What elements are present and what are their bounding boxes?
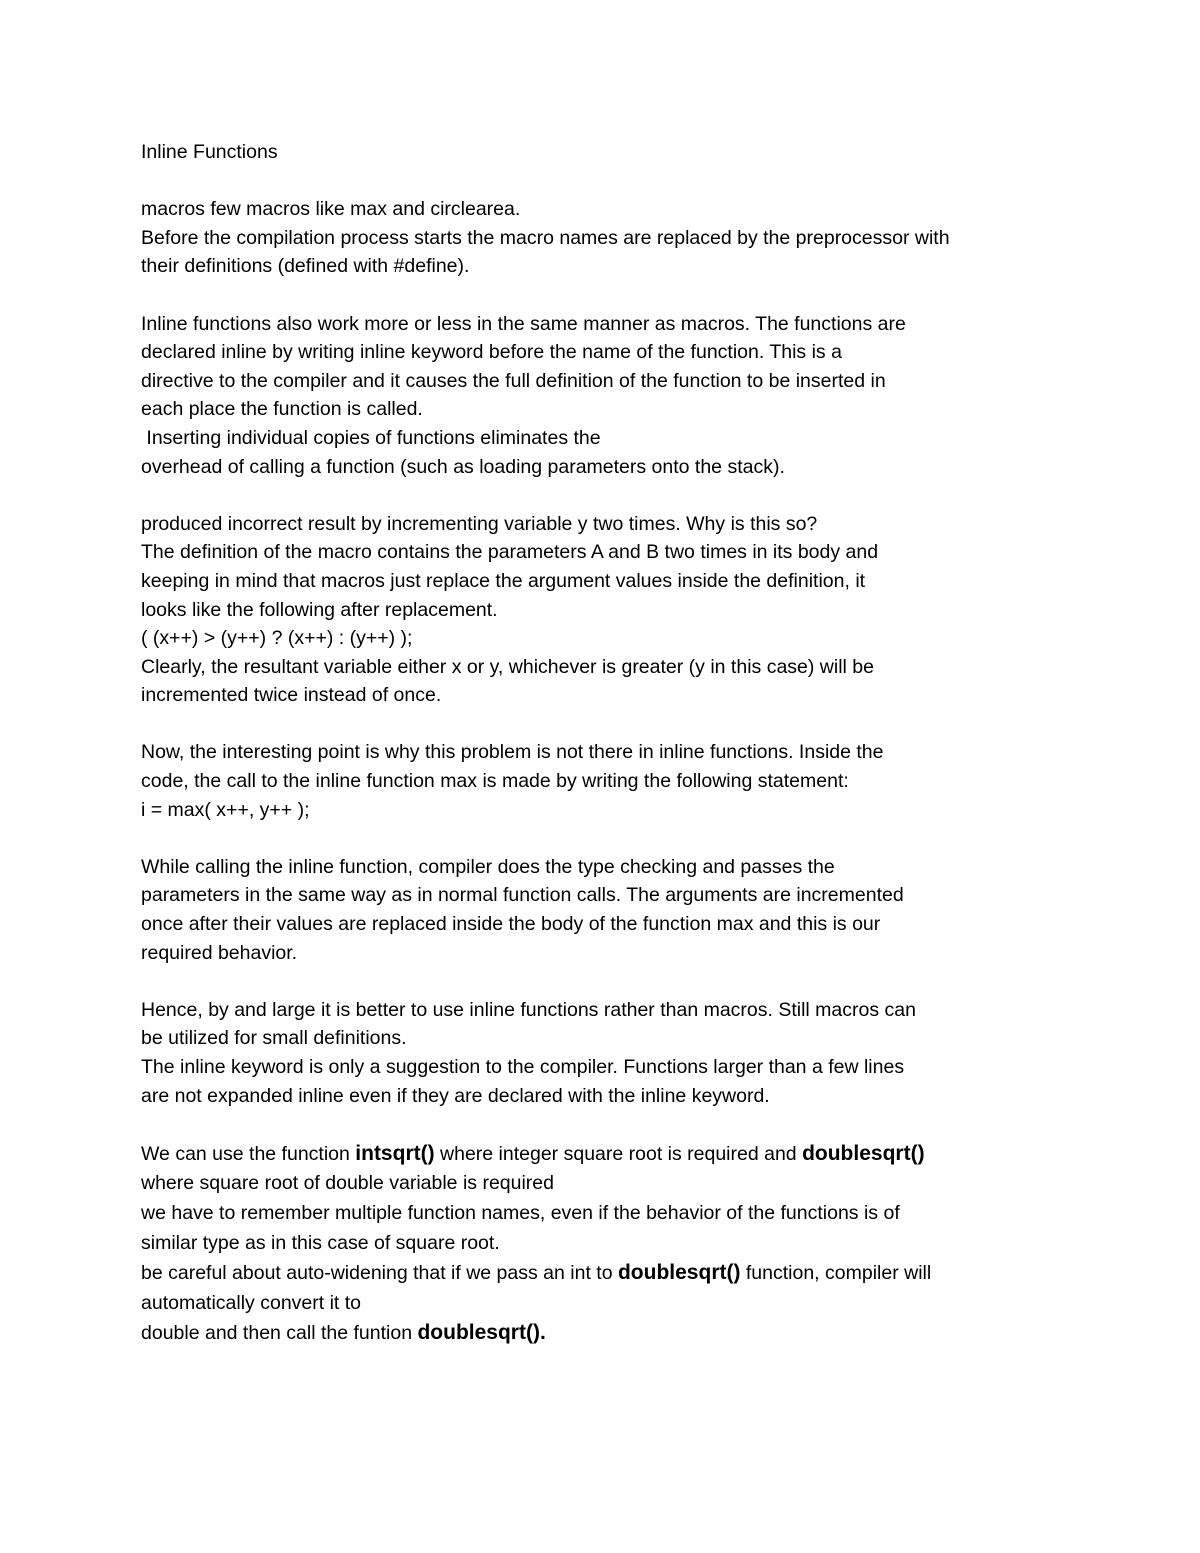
- blank-line: [141, 167, 1061, 196]
- text-run: We can use the function: [141, 1142, 356, 1165]
- paragraph-line: Before the compilation process starts the macro names are replaced by the preprocessor with: [141, 226, 950, 249]
- paragraph-line: automatically convert it to: [141, 1291, 362, 1314]
- code-line: i = max( x++, y++ );: [141, 798, 310, 821]
- paragraph-line: [141, 1318, 1061, 1349]
- paragraph-line: required behavior.: [141, 941, 298, 964]
- blank-line: [141, 1110, 1061, 1139]
- text-run: where integer square root is required and: [434, 1142, 803, 1165]
- paragraph-line: parameters in the same way as in normal function calls. The arguments are incremented: [141, 884, 904, 907]
- paragraph-line: produced incorrect result by incrementing variable y two times. Why is this so?: [141, 512, 818, 535]
- function-name-doublesqrt: doublesqrt(): [802, 1141, 925, 1165]
- paragraph-line: once after their values are replaced inside the body of the function max and this is our: [141, 913, 881, 936]
- paragraph-line: macros few macros like max and circlearea.: [141, 198, 521, 221]
- blank-line: [141, 481, 1061, 510]
- text-run: function, compiler will: [740, 1262, 932, 1285]
- paragraph-line: While calling the inline function, compiler does the type checking and passes the: [141, 855, 835, 878]
- paragraph-line: overhead of calling a function (such as loading parameters onto the stack).: [141, 455, 785, 478]
- paragraph-line: be utilized for small definitions.: [141, 1027, 407, 1050]
- blank-line: [141, 967, 1061, 996]
- paragraph-line: Inserting individual copies of functions eliminates the: [141, 426, 601, 449]
- text-run: be careful about auto-widening that if we pass an int to: [141, 1262, 618, 1285]
- paragraph-line: similar type as in this case of square root.: [141, 1231, 500, 1254]
- blank-line: [141, 824, 1061, 853]
- paragraph-line: incremented twice instead of once.: [141, 684, 442, 707]
- paragraph-line: directive to the compiler and it causes the full definition of the function to be inserted in: [141, 369, 886, 392]
- paragraph-line: Now, the interesting point is why this problem is not there in inline functions. Inside the: [141, 741, 884, 764]
- paragraph-line: [141, 1258, 1061, 1289]
- function-name-doublesqrt: doublesqrt().: [417, 1321, 546, 1345]
- paragraph-line: their definitions (defined with #define).: [141, 255, 470, 278]
- function-name-doublesqrt: doublesqrt(): [617, 1261, 741, 1285]
- paragraph-line: we have to remember multiple function names, even if the behavior of the functions is of: [141, 1201, 900, 1224]
- paragraph-line: code, the call to the inline function max is made by writing the following statement:: [141, 770, 849, 793]
- text-run: double and then call the funtion: [141, 1322, 418, 1345]
- paragraph-line: each place the function is called.: [141, 398, 423, 421]
- blank-line: [141, 710, 1061, 739]
- paragraph-line: Inline functions also work more or less in the same manner as macros. The functions are: [141, 312, 906, 335]
- paragraph-line: The inline keyword is only a suggestion to the compiler. Functions larger than a few lines: [141, 1056, 905, 1078]
- paragraph-line: The definition of the macro contains the parameters A and B two times in its body and: [141, 541, 879, 564]
- paragraph-line: [141, 1139, 1061, 1170]
- code-line: ( (x++) > (y++) ? (x++) : (y++) );: [141, 627, 413, 650]
- paragraph-line: where square root of double variable is required: [141, 1172, 554, 1195]
- paragraph-line: looks like the following after replacement.: [141, 598, 498, 621]
- paragraph-line: Hence, by and large it is better to use inline functions rather than macros. Still macros can: [141, 998, 916, 1021]
- document-page: [141, 138, 1061, 1349]
- function-name-intsqrt: intsqrt(): [355, 1141, 435, 1165]
- paragraph-line: Clearly, the resultant variable either x or y, whichever is greater (y in this case) will be: [141, 655, 874, 678]
- document-title: Inline Functions: [141, 141, 278, 163]
- blank-line: [141, 281, 1061, 310]
- paragraph-line: are not expanded inline even if they are declared with the inline keyword.: [141, 1084, 770, 1107]
- paragraph-line: keeping in mind that macros just replace the argument values inside the definition, it: [141, 569, 866, 592]
- paragraph-line: declared inline by writing inline keyword before the name of the function. This is a: [141, 341, 842, 364]
